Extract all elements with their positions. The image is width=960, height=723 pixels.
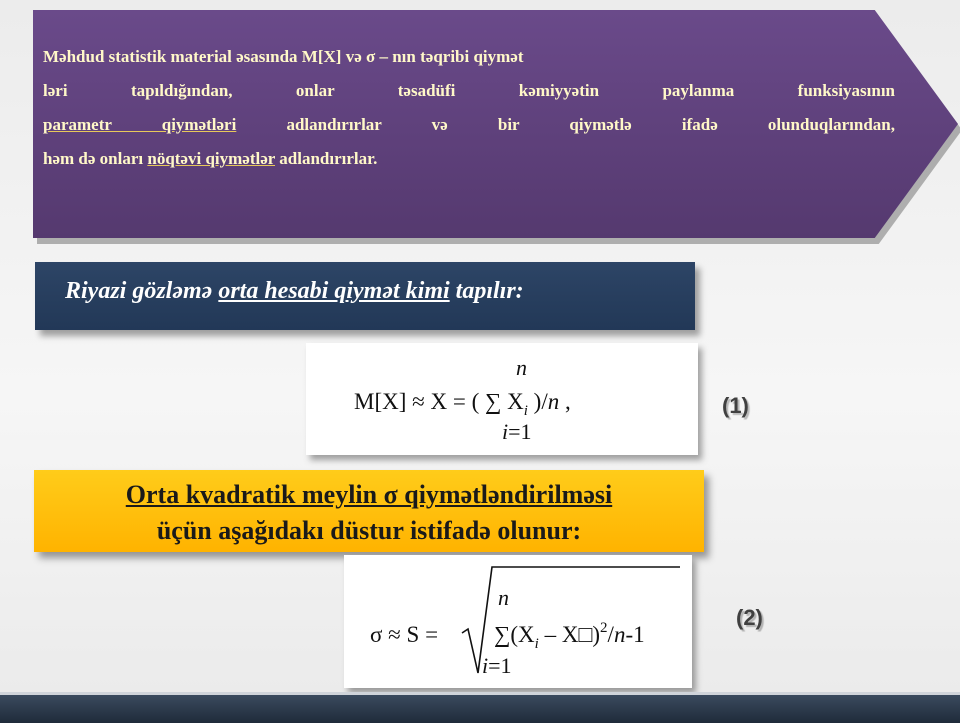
- panel-line-1: [43, 40, 895, 74]
- formula-2-div: /: [607, 622, 614, 647]
- formula-2-lower-i: i: [482, 653, 489, 678]
- formula-2-sum: ∑(X: [494, 622, 535, 647]
- formula-1: [306, 343, 698, 455]
- expectation-heading-bar: [35, 262, 695, 330]
- formula-1-upper-limit: n: [516, 355, 527, 380]
- formula-2-superscript: 2: [600, 620, 608, 636]
- equation-number-2: (2): [736, 605, 763, 630]
- panel-line-1-text: Məhdud statistik material əsasında M[X] və σ – nın təqribi qiymət: [43, 47, 524, 66]
- parametr-qiymetleri-term: parametr qiymətləri: [43, 115, 237, 134]
- expectation-heading-underlined: orta hesabi qiymət kimi: [218, 278, 450, 304]
- noqtevi-qiymetler-term: nöqtəvi qiymətlər: [147, 149, 276, 168]
- formula-1-subscript: i: [523, 403, 528, 419]
- deviation-heading: [34, 477, 704, 549]
- formula-2-tail: -1: [625, 622, 645, 647]
- formula-1-lower-i: i: [502, 419, 509, 444]
- panel-line-3-rest: adlandırırlar və bir qiymətlə ifadə olunduqlarından,: [236, 115, 895, 134]
- formula-1-lower-rest: =1: [508, 419, 532, 444]
- formula-2-box: [344, 555, 692, 688]
- formula-2-upper-limit: n: [498, 585, 509, 610]
- deviation-heading-line-1: Orta kvadratik meylin σ qiymətləndirilməsi: [125, 480, 613, 509]
- expectation-heading-end: tapılır:: [449, 278, 524, 304]
- formula-2-paren: ): [592, 622, 601, 647]
- formula-1-comma: ,: [559, 389, 571, 414]
- formula-2: [344, 555, 692, 688]
- expectation-heading-start: Riyazi gözləmə: [65, 278, 219, 304]
- formula-1-lhs: M[X] ≈ X = ( ∑ X: [354, 389, 524, 414]
- formula-1-box: [306, 343, 698, 455]
- panel-line-3: [43, 108, 895, 142]
- panel-line-4-start: həm də onları: [43, 149, 148, 168]
- bottom-footer-strip: [0, 692, 960, 723]
- equation-number-1: (1): [722, 393, 749, 418]
- deviation-heading-box: [34, 470, 704, 552]
- panel-line-4: [43, 142, 895, 176]
- formula-2-n: n: [613, 622, 626, 647]
- formula-2-mid: – X: [538, 622, 579, 647]
- formula-1-rhs: )/: [527, 389, 548, 414]
- expectation-heading: [65, 278, 524, 305]
- panel-paragraph: [43, 40, 895, 176]
- panel-line-2: ləri tapıldığından, onlar təsadüfi kəmiyyətin paylanma funksiyasının: [43, 81, 895, 100]
- panel-line-4-end: adlandırırlar.: [275, 149, 378, 168]
- deviation-heading-line-2: üçün aşağıdakı düstur istifadə olunur:: [156, 516, 582, 545]
- formula-2-missing-glyph: □: [578, 622, 593, 647]
- formula-1-n: n: [547, 389, 560, 414]
- formula-2-lower-rest: =1: [488, 653, 512, 678]
- formula-2-lhs: σ ≈ S =: [370, 622, 439, 647]
- formula-2-main: [494, 620, 645, 652]
- formula-2-subscript: i: [534, 636, 539, 652]
- formula-1-main: [354, 389, 571, 419]
- formula-1-lower-limit: [502, 419, 532, 444]
- formula-2-lower-limit: [482, 653, 512, 678]
